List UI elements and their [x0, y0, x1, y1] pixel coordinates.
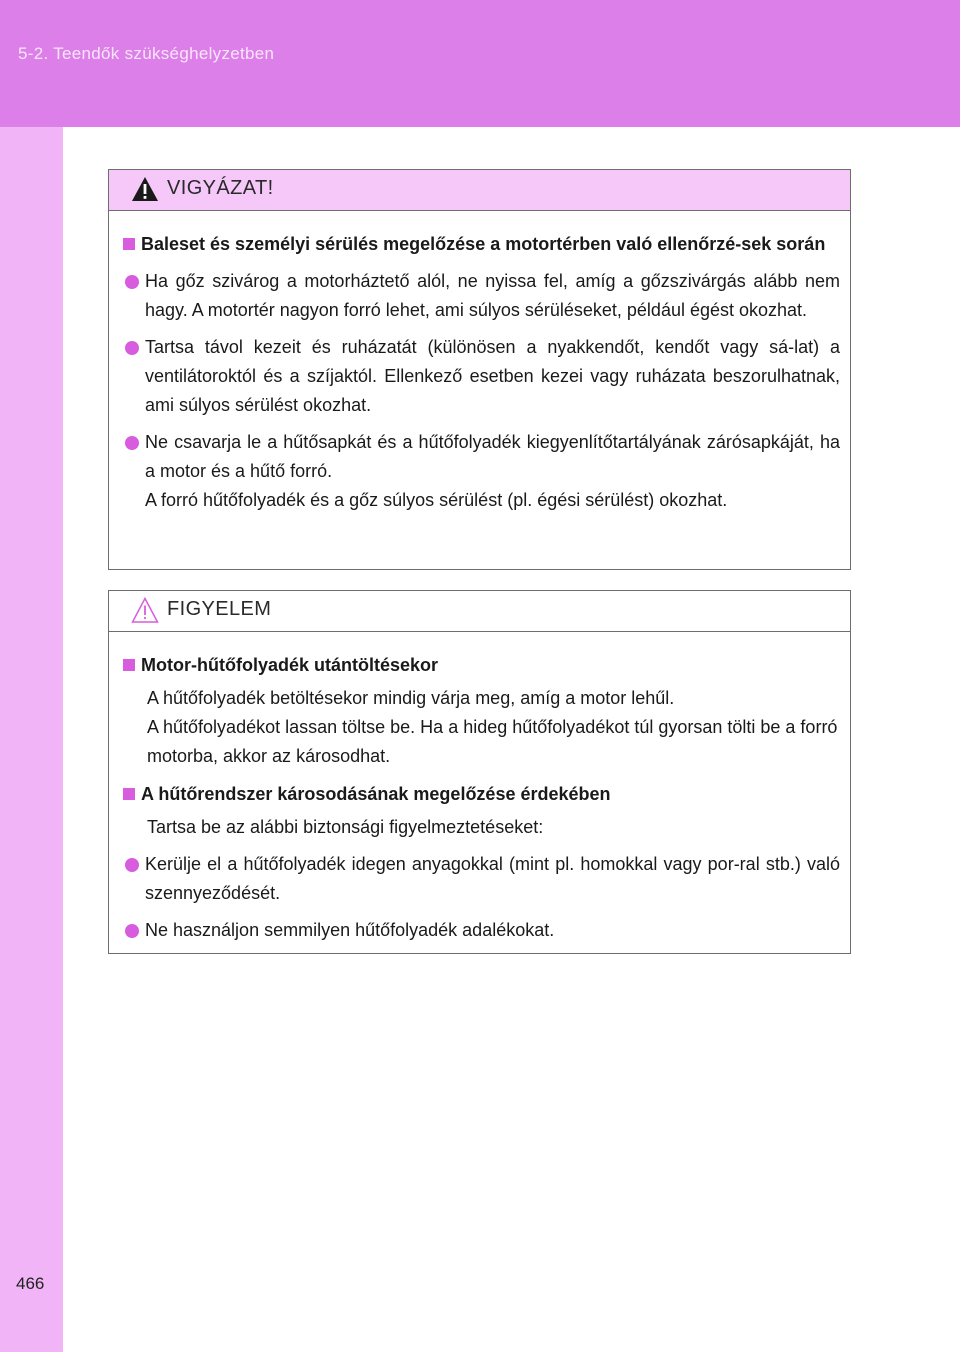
- list-item-text: [145, 428, 840, 515]
- list-item-text: Kerülje el a hűtőfolyadék idegen anyagokkal (mint pl. homokkal vagy por-ral stb.) való szennyeződését.: [145, 854, 840, 903]
- warning-section-title: Baleset és személyi sérülés megelőzése a motortérben való ellenőrzé-sek során: [141, 234, 826, 254]
- square-bullet-icon: [123, 788, 135, 800]
- list-item: [123, 267, 840, 325]
- notice-section: [123, 650, 840, 680]
- notice-label: FIGYELEM: [167, 598, 272, 620]
- warning-label: VIGYÁZAT!: [167, 177, 274, 199]
- circle-bullet-icon: [125, 436, 139, 450]
- paragraph: Tartsa be az alábbi biztonsági figyelmeztetéseket:: [147, 817, 544, 837]
- page-number: 466: [16, 1274, 45, 1293]
- list-item-line: Ne csavarja le a hűtősapkát és a hűtőfolyadék kiegyenlítőtartályának zárósapkáját, ha a motor és a hűtő forró.: [145, 432, 840, 481]
- list-item: [123, 428, 840, 515]
- notice-section: [123, 779, 840, 809]
- notice-section-title: A hűtőrendszer károsodásának megelőzése érdekében: [141, 784, 611, 804]
- notice-section-title: Motor-hűtőfolyadék utántöltésekor: [141, 655, 439, 675]
- caution-triangle-icon: [131, 596, 159, 624]
- paragraph-line: A hűtőfolyadék betöltésekor mindig várja meg, amíg a motor lehűl.: [147, 688, 675, 708]
- list-item: [123, 850, 840, 908]
- chapter-header: [0, 0, 960, 127]
- notice-box-header: [109, 591, 850, 632]
- paragraph: [123, 684, 840, 771]
- circle-bullet-icon: [125, 924, 139, 938]
- list-item-extra-line: A forró hűtőfolyadék és a gőz súlyos sérülést (pl. égési sérülést) okozhat.: [145, 490, 728, 510]
- list-item: [123, 333, 840, 420]
- list-item-text: Ne használjon semmilyen hűtőfolyadék adalékokat.: [145, 920, 555, 940]
- square-bullet-icon: [123, 238, 135, 250]
- circle-bullet-icon: [125, 341, 139, 355]
- warning-box: [108, 169, 851, 570]
- square-bullet-icon: [123, 659, 135, 671]
- warning-triangle-icon: [131, 175, 159, 203]
- circle-bullet-icon: [125, 275, 139, 289]
- list-item: [123, 916, 840, 945]
- side-strip: [0, 127, 63, 1352]
- paragraph-line: A hűtőfolyadékot lassan töltse be. Ha a hideg hűtőfolyadékot túl gyorsan tölti be a forró motorba, akkor az károsodhat.: [147, 717, 838, 766]
- circle-bullet-icon: [125, 858, 139, 872]
- chapter-title: 5-2. Teendők szükséghelyzetben: [18, 44, 275, 63]
- list-item-text: Tartsa távol kezeit és ruházatát (különösen a nyakkendőt, kendőt vagy sá-lat) a ventilátoroktól és a szíjaktól. Ellenkező esetben kezei vagy ruházata beszorulhatnak, ami súlyos sérülést okozhat.: [145, 337, 840, 415]
- warning-box-header: [109, 170, 850, 211]
- notice-box: [108, 590, 851, 954]
- list-item-text: Ha gőz szivárog a motorháztető alól, ne nyissa fel, amíg a gőzszivárgás alább nem hagy. A motortér nagyon forró lehet, ami súlyos sérüléseket, például égést okozhat.: [145, 271, 840, 320]
- warning-section: [123, 229, 840, 259]
